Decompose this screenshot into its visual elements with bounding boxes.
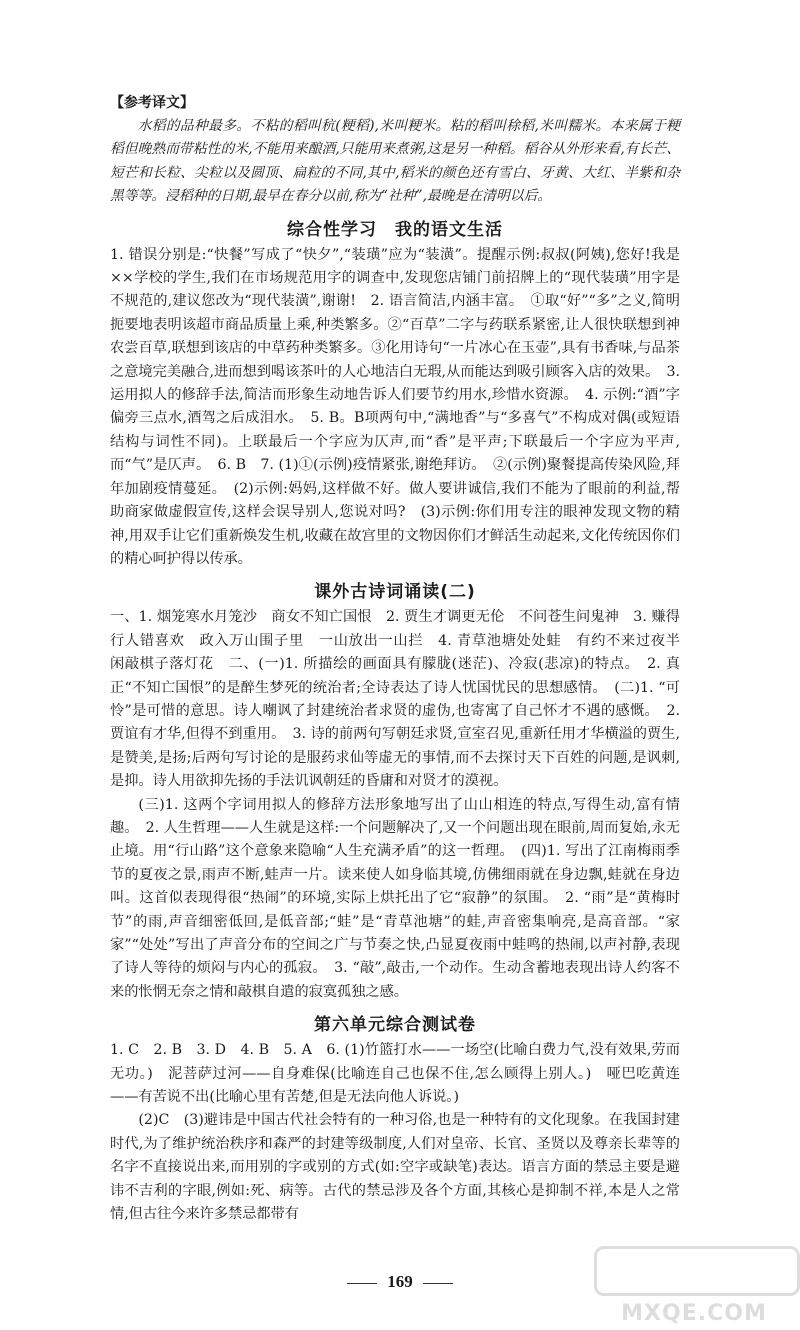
section-title-comprehensive-learning: 综合性学习 我的语文生活 — [287, 219, 503, 240]
section3-paragraph: (2)C (3)避讳是中国古代社会特有的一种习俗,也是一种特有的文化现象。在我国封建时代,为了维护统治秩序和森严的封建等级制度,人们对皇帝、长官、圣贤以及尊亲长辈等的名字不直接说出来,而用别的字或别的方式(如:空字或缺笔)表达。语言方面的禁忌主要是避讳不吉利的字眼,例如:死、病等。古代的禁忌涉及各个方面,其核心是抑制不祥,本是人之常情,但古往今来许多禁忌都带有 — [110, 1112, 680, 1223]
section-title-classical-poetry: 课外古诗词诵读(二) — [314, 582, 476, 603]
page-number-text: 169 — [387, 1272, 413, 1291]
section2-paragraph: (三)1. 这两个字词用拟人的修辞方法形象地写出了山山相连的特点,写得生动,富有情趣。 2. 人生哲理——人生就是这样:一个问题解决了,又一个问题出现在眼前,周而复始,永无止境。用“行山路”这个意象来隐喻“人生充满矛盾”的这一哲理。 (四)1. 写出了江南梅雨季节的夏夜之景,雨声不断,蛙声一片。读来使人如身临其境,仿佛细雨就在身边飘,蛙就在身边叫。这首似表现得很“热闹”的环境,实际上烘托出了它“寂静”的氛围。 2. “雨”是“黄梅时节”的雨,声音细密低回,是低音部;“蛙”是“青草池塘”的蛙,声音密集响亮,是高音部。“家家”“处处”写出了声音分布的空间之广与节奏之快,凸显夏夜雨中蛙鸣的热闹,以声衬静,表现了诗人等待的烦闷与内心的孤寂。 3. “敲”,敲击,一个动作。生动含蓄地表现出诗人约客不来的怅惘无奈之情和敲棋自遣的寂寞孤独之感。 — [110, 796, 680, 1000]
page-body — [110, 92, 695, 1226]
watermark-logo-box — [594, 1246, 800, 1296]
watermark-url: MXQE.COM — [621, 1301, 767, 1326]
reference-translation-heading: 【参考译文】 — [110, 95, 194, 111]
reference-translation-paragraph: 水稻的品种最多。不粘的稻叫秔(粳稻),米叫粳米。粘的稻叫稌稻,米叫糯米。本来属于粳稻但晚熟而带粘性的米,不能用来酿酒,只能用来煮粥,这是另一种稻。稻谷从外形来看,有长芒、短芒和长粒、尖粒以及圆顶、扁粒的不同,其中,稻米的颜色还有雪白、牙黄、大红、半紫和杂黑等等。浸稻种的日期,最早在春分以前,称为“社种”,最晚是在清明以后。 — [110, 118, 680, 205]
section3-paragraph: 1. C 2. B 3. D 4. B 5. A 6. (1)竹篮打水——一场空(比喻白费力气,没有效果,劳而无功。) 泥菩萨过河——自身难保(比喻连自己也保不住,怎么顾得上别人。) 哑巴吃黄连——有苦说不出(比喻心里有苦楚,但是无法向他人诉说。) — [110, 1042, 680, 1106]
page-number-right-dash — [423, 1283, 453, 1284]
page-number-left-dash — [347, 1283, 377, 1284]
watermark-logo — [594, 1246, 794, 1326]
section2-paragraph: 一、1. 烟笼寒水月笼沙 商女不知亡国恨 2. 贾生才调更无伦 不问苍生问鬼神 3. 赚得行人错喜欢 政入万山围子里 一山放出一山拦 4. 青草池塘处处蛙 有约不来过夜半 闲敲棋子落灯花 二、(一)1. 所描绘的画面具有朦胧(迷茫)、冷寂(悲凉)的特点。 2. 真正“不知亡国恨”的是醉生梦死的统治者;全诗表达了诗人忧国忧民的思想感情。 (二)1. “可怜”是可惜的意思。诗人嘲讽了封建统治者求贤的虚伪,也寄寓了自己怀才不遇的感慨。 2. 贾谊有才华,但得不到重用。 3. 诗的前两句写朝廷求贤,宣室召见,重新任用才华横溢的贾生,是赞美,是扬;后两句写讨论的是服药求仙等虚无的事情,而不去探讨天下百姓的问题,是讽刺,是抑。诗人用欲抑先扬的手法讥讽朝廷的昏庸和对贤才的漠视。 — [110, 609, 695, 790]
section-title-unit-six-test: 第六单元综合测试卷 — [314, 1015, 476, 1036]
reference-translation-block — [110, 92, 680, 209]
section1-paragraph: 1. 错误分别是:“快餐”写成了“快夕”,“装璜”应为“装潢”。提醒示例:叔叔(阿姨),您好!我是××学校的学生,我们在市场规范用字的调查中,发现您店铺门前招牌上的“现代装璜”用字是不规范的,建议您改为“现代装潢”,谢谢! 2. 语言简洁,内涵丰富。 ①取“好”“多”之义,简明扼要地表明该超市商品质量上乘,种类繁多。②“百草”二字与药联系紧密,让人很快联想到神农尝百草,联想到该店的中草药种类繁多。③化用诗句“一片冰心在玉壶”,具有书香味,与品茶之意境完美融合,进而想到喝该茶叶的人心地洁白无瑕,从而能达到吸引顾客入店的效果。 3. 运用拟人的修辞手法,简洁而形象生动地告诉人们要节约用水,珍惜水资源。 4. 示例:“酒”字偏旁三点水,酒驾之后成泪水。 5. B。B项两句中,“满地香”与“多喜气”不构成对偶(或短语结构与词性不同)。上联最后一个字应为仄声,而“香”是平声;下联最后一个字应为平声,而“气”是仄声。 6. B 7. (1)①(示例)疫情紧张,谢绝拜访。 ②(示例)聚餐提高传染风险,拜年加剧疫情蔓延。 (2)示例:妈妈,这样做不好。做人要讲诚信,我们不能为了眼前的利益,帮助商家做虚假宣传,这样会误导别人,您说对吗? (3)示例:你们用专注的眼神发现文物的精神,用双手让它们重新焕发生机,收藏在故宫里的文物因你们才鲜活生动起来,文化传统因你们的精心呵护得以传承。 — [110, 246, 680, 567]
